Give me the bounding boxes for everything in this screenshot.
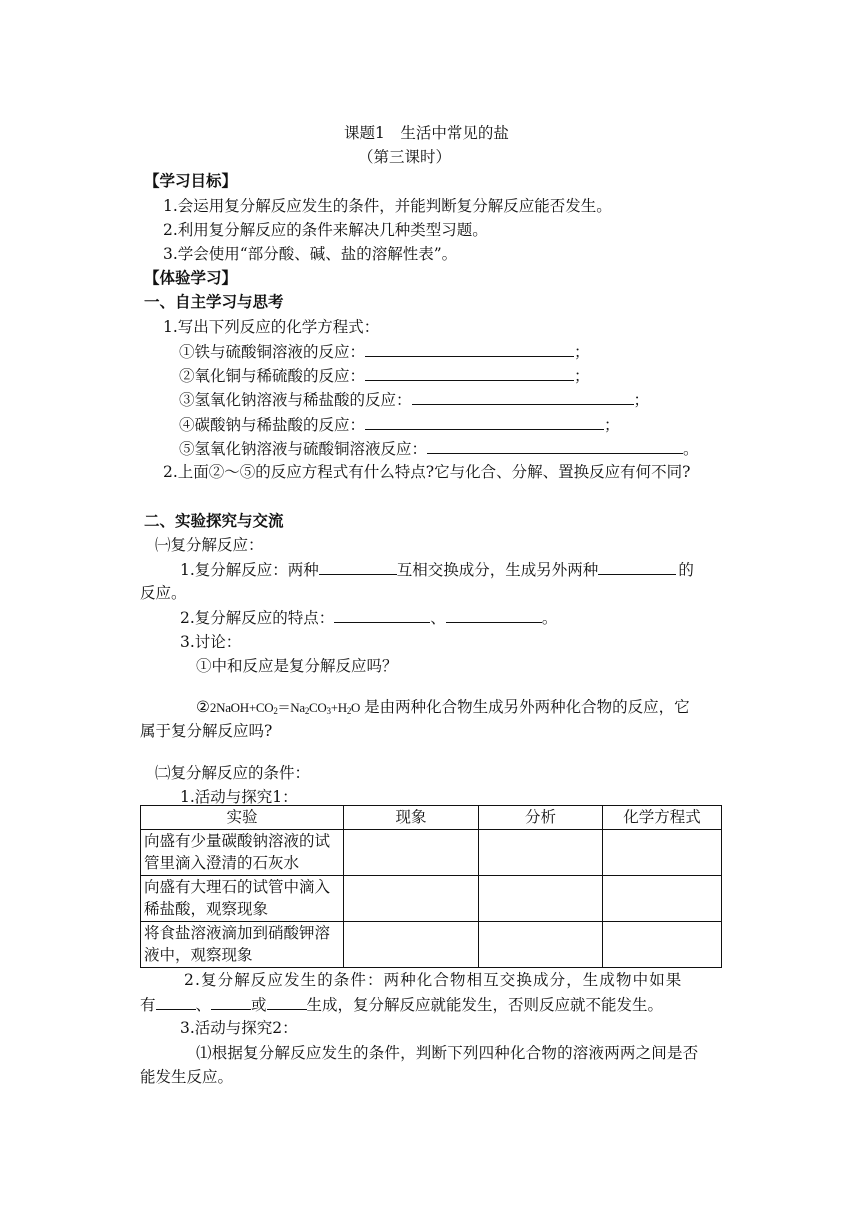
condition-line: 2.复分解反应发生的条件：两种化合物相互交换成分，生成物中如果 <box>184 971 683 989</box>
discussion-q1: ①中和反应是复分解反应吗？ <box>196 657 398 675</box>
discussion-heading: 3.讨论： <box>180 633 242 651</box>
table-row <box>141 876 722 922</box>
features-line <box>180 607 557 628</box>
table-cell[interactable] <box>344 876 479 922</box>
page-title: 课题1 生活中常见的盐 <box>344 124 509 142</box>
table-cell[interactable] <box>479 830 603 876</box>
table-cell[interactable] <box>603 876 722 922</box>
answer-blank[interactable] <box>334 607 430 623</box>
reaction-end: ； <box>574 367 590 385</box>
experiment-table <box>140 805 722 968</box>
table-header-row <box>141 806 722 830</box>
answer-blank[interactable] <box>365 414 604 430</box>
answer-blank[interactable] <box>156 994 196 1010</box>
features-end: 。 <box>541 609 558 627</box>
table-header: 化学方程式 <box>603 806 722 830</box>
discussion-q2-text: 是由两种化合物生成另外两种化合物的反应，它 <box>364 698 690 716</box>
condition-text: 生成，复分解反应就能发生，否则反应就不能发生。 <box>306 996 664 1014</box>
activity2-heading: 3.活动与探究2： <box>180 1019 298 1037</box>
goal-item: 2.利用复分解反应的条件来解决几种类型习题。 <box>163 221 488 239</box>
experience-heading: 【体验学习】 <box>144 269 238 287</box>
features-sep: 、 <box>430 609 446 627</box>
answer-blank[interactable] <box>412 389 634 405</box>
section1-q1: 1.写出下列反应的化学方程式： <box>163 318 380 336</box>
table-cell: 将食盐溶液滴加到硝酸钾溶液中，观察现象 <box>141 922 344 968</box>
definition-text: 互相交换成分，生成另外两种 <box>396 561 599 579</box>
discussion-q2-line2: 属于复分解反应吗? <box>140 722 273 740</box>
condition-text: 或 <box>251 996 267 1014</box>
section1-heading: 一、自主学习与思考 <box>144 293 284 311</box>
table-cell[interactable] <box>603 922 722 968</box>
reaction-label: ③氢氧化钠溶液与稀盐酸的反应： <box>179 391 412 409</box>
condition-text: 有 <box>140 996 156 1014</box>
answer-blank[interactable] <box>365 365 574 381</box>
table-header: 现象 <box>344 806 479 830</box>
reaction-end: ； <box>574 343 590 361</box>
activity1-heading: 1.活动与探究1： <box>180 788 298 806</box>
part1-heading: ㈠复分解反应： <box>155 536 264 554</box>
activity2-p1-line2: 能发生反应。 <box>140 1068 234 1086</box>
reaction-end: 。 <box>683 440 699 458</box>
definition-text: 1.复分解反应：两种 <box>180 561 319 579</box>
table-row <box>141 922 722 968</box>
discussion-q2-prefix: ② <box>196 698 210 716</box>
table-header: 分析 <box>479 806 603 830</box>
table-cell: 向盛有大理石的试管中滴入稀盐酸，观察现象 <box>141 876 344 922</box>
section1-q2: 2.上面②～⑤的反应方程式有什么特点?它与化合、分解、置换反应有何不同? <box>163 463 691 481</box>
reaction-line <box>179 365 590 386</box>
reaction-end: ； <box>633 391 650 409</box>
reaction-line <box>179 414 620 435</box>
table-cell: 向盛有少量碳酸钠溶液的试管里滴入澄清的石灰水 <box>141 830 344 876</box>
part2-heading: ㈡复分解反应的条件： <box>155 764 311 782</box>
features-text: 2.复分解反应的特点： <box>180 609 335 627</box>
reaction-end: ； <box>604 416 620 434</box>
answer-blank[interactable] <box>427 438 683 454</box>
reaction-line <box>179 341 590 362</box>
table-cell[interactable] <box>479 876 603 922</box>
definition-line-end: 反应。 <box>140 584 187 602</box>
answer-blank[interactable] <box>267 994 307 1010</box>
goal-item: 1.会运用复分解反应发生的条件，并能判断复分解反应能否发生。 <box>163 197 612 215</box>
table-cell[interactable] <box>479 922 603 968</box>
activity2-p1: ⑴根据复分解反应发生的条件，判断下列四种化合物的溶液两两之间是否 <box>196 1044 699 1062</box>
answer-blank[interactable] <box>319 559 397 575</box>
page-subtitle: （第三课时） <box>358 148 452 166</box>
reaction-label: ⑤氢氧化钠溶液与硫酸铜溶液反应： <box>179 440 428 458</box>
table-row <box>141 830 722 876</box>
answer-blank[interactable] <box>446 607 542 623</box>
definition-text: 的 <box>678 561 694 579</box>
discussion-q2 <box>196 697 690 721</box>
condition-line2 <box>140 994 663 1015</box>
answer-blank[interactable] <box>211 994 251 1010</box>
goals-heading: 【学习目标】 <box>144 172 238 190</box>
condition-text: 、 <box>195 996 212 1014</box>
reaction-label: ④碳酸钠与稀盐酸的反应： <box>179 416 366 434</box>
table-header: 实验 <box>141 806 344 830</box>
reaction-label: ①铁与硫酸铜溶液的反应： <box>179 343 366 361</box>
answer-blank[interactable] <box>598 559 676 575</box>
goal-item: 3.学会使用“部分酸、碱、盐的溶解性表”。 <box>163 245 458 263</box>
chemical-equation: $2NaOH+CO_2=Na_2CO_3+H_2O$ <box>209 700 361 716</box>
reaction-line <box>179 438 699 459</box>
table-cell[interactable] <box>344 922 479 968</box>
definition-line <box>180 559 694 580</box>
table-cell[interactable] <box>603 830 722 876</box>
section2-heading: 二、实验探究与交流 <box>144 512 284 530</box>
answer-blank[interactable] <box>365 341 574 357</box>
reaction-label: ②氧化铜与稀硫酸的反应： <box>179 367 366 385</box>
reaction-line <box>179 389 649 410</box>
table-cell[interactable] <box>344 830 479 876</box>
